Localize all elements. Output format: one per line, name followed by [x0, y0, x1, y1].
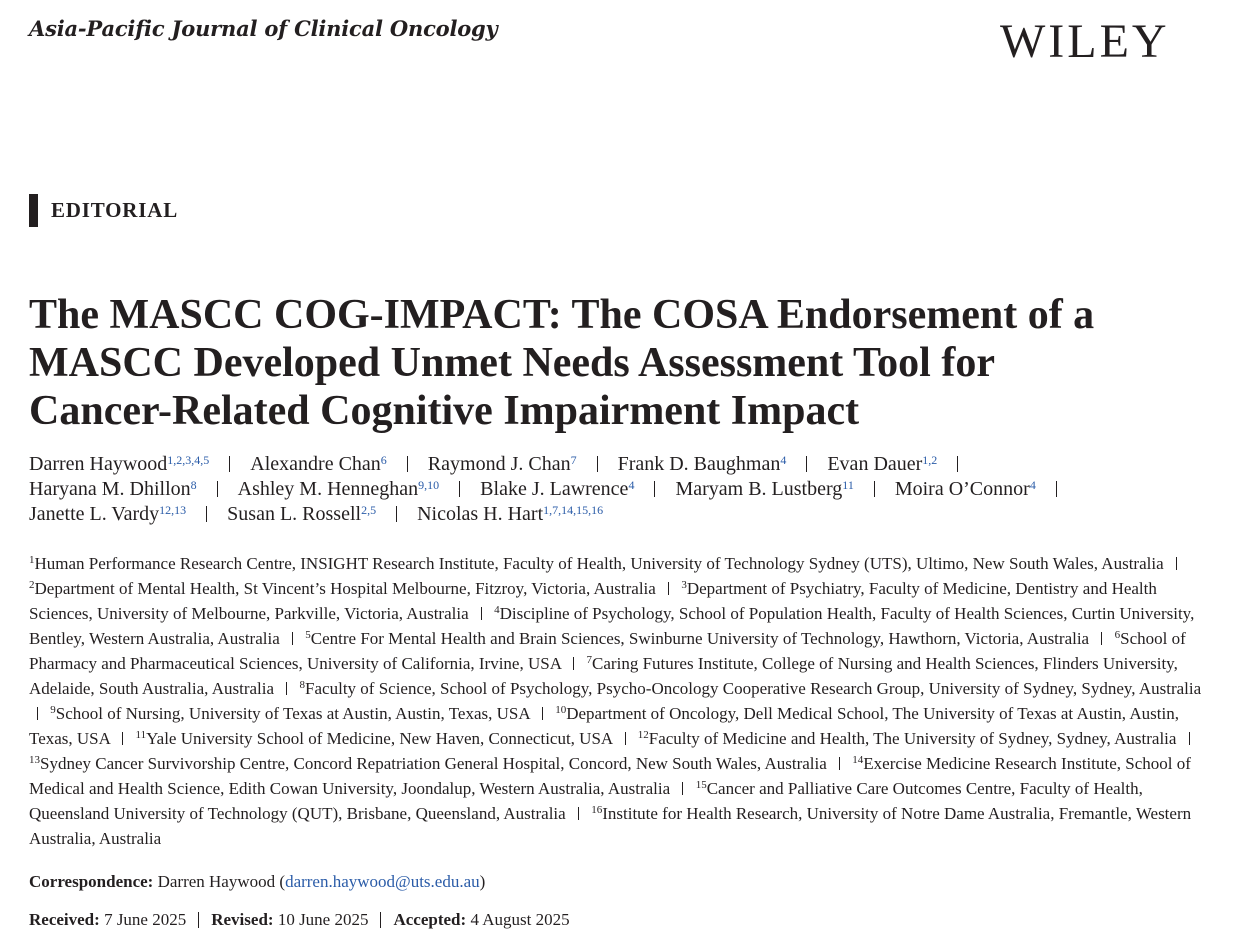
- accepted-date: 4 August 2025: [470, 910, 570, 929]
- affiliation-separator: [1176, 557, 1177, 570]
- affiliation-separator: [542, 707, 543, 720]
- author[interactable]: Nicolas H. Hart$^{1,7,14,15,16}$: [417, 503, 604, 525]
- author[interactable]: Moira O’Connor$^4$: [894, 478, 1036, 500]
- author-separator: [806, 456, 807, 472]
- affiliation-separator: [1189, 732, 1190, 745]
- author[interactable]: Frank D. Baughman$^4$: [617, 453, 787, 475]
- author-separator: [957, 456, 958, 472]
- journal-title: Asia-Pacific Journal of Clinical Oncology: [29, 16, 498, 41]
- author-separator: [407, 456, 408, 472]
- affiliation: $^{14}$Exercise Medicine Research Institute, School of Medical and Health Science, Edith Cowan University, Joondalup, Western Australia, Australia: [29, 754, 1191, 798]
- affiliation-separator: [578, 807, 579, 820]
- author[interactable]: Raymond J. Chan$^7$: [427, 453, 577, 475]
- affiliation: $^3$Department of Psychiatry, Faculty of Medicine, Dentistry and Health Sciences, University of Melbourne, Parkville, Victoria, Australia: [29, 579, 1157, 623]
- author-separator: [597, 456, 598, 472]
- author[interactable]: Susan L. Rossell$^{2,5}$: [227, 503, 377, 525]
- affiliation: $^{16}$Institute for Health Research, University of Notre Dame Australia, Fremantle, Western Australia, Australia: [29, 804, 1192, 848]
- author[interactable]: Alexandre Chan$^6$: [250, 453, 387, 475]
- author-row: [29, 502, 1219, 527]
- affiliation-separator: [122, 732, 123, 745]
- author-row: [29, 477, 1219, 502]
- author-separator: [206, 506, 207, 522]
- affiliation: $^{12}$Faculty of Medicine and Health, The University of Sydney, Sydney, Australia: [637, 729, 1177, 748]
- author[interactable]: Blake J. Lawrence$^4$: [480, 478, 635, 500]
- author-separator: [1056, 481, 1057, 497]
- affiliation: $^{15}$Cancer and Palliative Care Outcomes Centre, Faculty of Health, Queensland University of Technology (QUT), Brisbane, Queensland, Australia: [29, 779, 1143, 823]
- author-separator: [459, 481, 460, 497]
- title-line: The MASCC COG-IMPACT: The COSA Endorsement of a: [29, 292, 1095, 338]
- received-date: 7 June 2025: [104, 910, 187, 929]
- affiliation: $^4$Discipline of Psychology, School of Population Health, Faculty of Health Sciences, Curtin University, Bentley, Western Australia, Australia: [29, 604, 1195, 648]
- revised-date: 10 June 2025: [277, 910, 369, 929]
- author[interactable]: Haryana M. Dhillon$^8$: [29, 478, 197, 500]
- affiliation: $^{10}$Department of Oncology, Dell Medical School, The University of Texas at Austin, Austin, Texas, USA: [29, 704, 1179, 748]
- article-type: [29, 194, 178, 227]
- revised-label: Revised:: [211, 910, 274, 929]
- author-separator: [654, 481, 655, 497]
- article-type-label: EDITORIAL: [51, 198, 179, 222]
- title-line: Cancer-Related Cognitive Impairment Impact: [29, 388, 860, 434]
- author-separator: [874, 481, 875, 497]
- affiliation-separator: [668, 582, 669, 595]
- author-separator: [396, 506, 397, 522]
- author[interactable]: Evan Dauer$^{1,2}$: [827, 453, 938, 475]
- affiliation-separator: [37, 707, 38, 720]
- affiliation: $^7$Caring Futures Institute, College of Nursing and Health Sciences, Flinders University, Adelaide, South Australia, Australia: [29, 654, 1178, 698]
- accepted-label: Accepted:: [393, 910, 467, 929]
- title-line: MASCC Developed Unmet Needs Assessment Tool for: [29, 340, 995, 386]
- correspondence-name: Darren Haywood: [157, 872, 276, 891]
- author[interactable]: Maryam B. Lustberg$^{11}$: [675, 478, 854, 500]
- article-type-marker: [29, 194, 38, 227]
- affiliation: $^9$School of Nursing, University of Texas at Austin, Austin, Texas, USA: [50, 704, 530, 723]
- author[interactable]: Darren Haywood$^{1,2,3,4,5}$: [29, 453, 210, 475]
- correspondence-label: Correspondence:: [29, 872, 154, 891]
- affiliation-separator: [481, 607, 482, 620]
- author[interactable]: Janette L. Vardy$^{12,13}$: [29, 503, 187, 525]
- affiliation: $^{11}$Yale University School of Medicine, New Haven, Connecticut, USA: [135, 729, 613, 748]
- author-list: [29, 452, 1219, 527]
- affiliation-separator: [839, 757, 840, 770]
- affiliation-separator: [625, 732, 626, 745]
- affiliation: $^1$Human Performance Research Centre, INSIGHT Research Institute, Faculty of Health, University of Technology Sydney (UTS), Ultimo, New South Wales, Australia: [29, 554, 1164, 573]
- affiliation: $^8$Faculty of Science, School of Psychology, Psycho-Oncology Cooperative Research Group, University of Sydney, Sydney, Australia: [299, 679, 1202, 698]
- affiliation: $^6$School of Pharmacy and Pharmaceutical Sciences, University of California, Irvine, USA: [29, 629, 1186, 673]
- correspondence-email[interactable]: darren.haywood@uts.edu.au: [285, 872, 480, 891]
- author[interactable]: Ashley M. Henneghan$^{9,10}$: [237, 478, 440, 500]
- affiliation: $^{13}$Sydney Cancer Survivorship Centre, Concord Repatriation General Hospital, Concord, New South Wales, Australia: [29, 754, 827, 773]
- received-label: Received:: [29, 910, 100, 929]
- affiliation-separator: [292, 632, 293, 645]
- affiliation: $^2$Department of Mental Health, St Vincent’s Hospital Melbourne, Fitzroy, Victoria, Australia: [29, 579, 656, 598]
- affiliation-text: [29, 551, 1209, 851]
- affiliation: $^5$Centre For Mental Health and Brain Sciences, Swinburne University of Technology, Hawthorn, Victoria, Australia: [305, 629, 1090, 648]
- affiliation-separator: [286, 682, 287, 695]
- article-dates: [29, 910, 570, 930]
- author-separator: [229, 456, 230, 472]
- affiliations: [29, 551, 1209, 851]
- affiliation-separator: [1101, 632, 1102, 645]
- author-row: [29, 452, 1219, 477]
- article-title: [29, 291, 1209, 435]
- affiliation-separator: [573, 657, 574, 670]
- affiliation-separator: [682, 782, 683, 795]
- wiley-logo[interactable]: WILEY: [1000, 15, 1170, 68]
- author-separator: [217, 481, 218, 497]
- correspondence: Correspondence: Darren Haywood (darren.haywood@uts.edu.au): [29, 872, 486, 891]
